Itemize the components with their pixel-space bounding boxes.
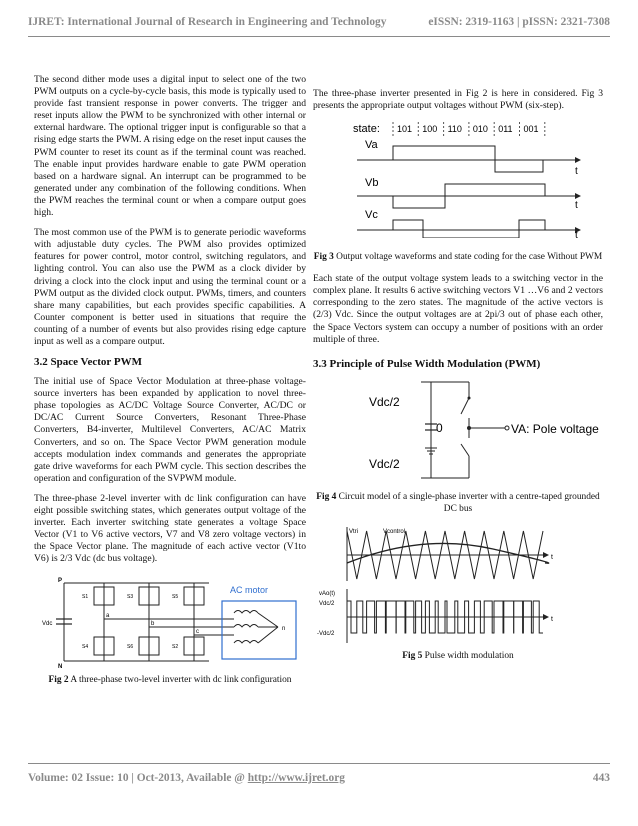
single-phase-inverter-diagram [313, 378, 603, 486]
figure-4-caption [313, 491, 603, 515]
va-t-label: t [575, 166, 578, 178]
section-heading-3-2: 3.2 Space Vector PWM [34, 356, 142, 369]
journal-link[interactable]: http://www.ijret.org [247, 772, 345, 784]
footer-volume-text: Volume: 02 Issue: 10 | Oct-2013, Available @ [28, 772, 248, 784]
left-paragraph-4: The three-phase 2-level inverter with dc link configuration can have eight possible switching states, which generates output voltage of the inverter. Each inverter switching state generates a voltage Space Vector (V1 to V6 active vectors, V7 and V8 zero voltage vectors) in the Space Vector plane. The magnitude of each active vector (V1to V6) is 2/3 Vdc (dc bus voltage). [34, 492, 306, 565]
node-b-label: b [151, 621, 155, 628]
node-c-label: c [196, 629, 199, 636]
state-code-3: 010 [472, 124, 488, 135]
node-n-label: N [58, 664, 63, 670]
issn: eISSN: 2319-1163 | pISSN: 2321-7308 [428, 16, 610, 28]
figure-5-caption [313, 650, 603, 662]
right-column [313, 88, 603, 672]
vdc-pos-label: Vdc/2 [319, 600, 335, 607]
left-paragraph-2: The most common use of the PWM is to generate periodic waveforms with adjustable duty cycles. The PWM also provides optimized features for power control, motor control, switching regulators, and lighting control. You can also use the PWM as a clock divider by driving a clock into the clock input and using the terminal count or a PWM output as the divided clock output. PWMs, timers, and counters share many capabilities, but each provides specific capabilities. A Counter component is better used in situations that require the counting of a number of events but also provides rising edge capture input as well as a compare output. [34, 227, 306, 347]
node-p-label: P [58, 578, 63, 585]
state-code-4: 011 [498, 124, 513, 135]
figure-2-inverter-circuit [34, 573, 306, 686]
figure-4-single-phase-circuit [313, 378, 603, 515]
figure-5-label: Fig 5 [402, 650, 423, 661]
state-label: state: [353, 123, 380, 136]
vdc-bottom-label: Vdc/2 [369, 456, 400, 471]
switch-s5-label: S5 [172, 594, 179, 601]
switch-s6-label: S6 [127, 644, 134, 651]
footer-volume [28, 772, 345, 784]
left-column [34, 74, 306, 696]
figure-3-caption-text: Output voltage waveforms and state coding for the case Without PWM [333, 252, 603, 263]
figure-3-label: Fig 3 [313, 252, 334, 263]
page-header [28, 16, 610, 28]
figure-2-caption-text: A three-phase two-level inverter with dc link configuration [68, 675, 292, 686]
page-footer [28, 772, 610, 784]
inverter-diagram [34, 573, 306, 669]
zero-node-label: 0 [436, 420, 443, 435]
vdc-top-label: Vdc/2 [369, 394, 400, 409]
vtri-label: Vtri [349, 528, 358, 535]
pwm-bottom-t-label: t [551, 615, 553, 623]
section-heading-3-3: 3.3 Principle of Pulse Width Modulation (PWM) [313, 357, 541, 370]
switch-s2-label: S2 [172, 644, 179, 651]
page-number: 443 [592, 772, 610, 784]
left-paragraph-1: The second dither mode uses a digital input to select one of the two PWM outputs on a cycle-by-cycle basis, this mode is typically used to provide fast transient response in power converts. The trigger and reset inputs allow the PWM to be synchronized with other internal or external hardware. The optional trigger input is configurable so that a rising edge starts the PWM. A rising edge on the reset input causes the PWM counter to reset its count as if the terminal count was reached. The enable input provides hardware enable to gate PWM operation based on a hardware signal. An interrupt can be programmed to be generated under any combination of the following conditions. When the PWM reaches the terminal count or when a compare output goes high. [34, 74, 306, 219]
journal-title: IJRET: International Journal of Research in Engineering and Technology [28, 16, 387, 28]
switch-s1-label: S1 [82, 594, 89, 601]
right-paragraph-2: Each state of the output voltage system leads to a switching vector in the complex plane. It results 6 active switching vectors V1 …V6 and 2 vectors corresponding to the zero states. The magnitude of the active vectors is (2/3) Vdc. Since the output voltages are at 2pi/3 out of phase each other, the Space Vectors system can occupy a number of positions with an order multiple of three. [313, 273, 603, 345]
figure-3-caption [313, 251, 603, 263]
node-a-label: a [106, 613, 110, 620]
vc-t-label: t [575, 230, 578, 239]
figure-4-label: Fig 4 [316, 491, 337, 502]
state-code-0: 101 [397, 124, 413, 135]
switch-s3-label: S3 [127, 594, 134, 601]
figure-4-caption-text: Circuit model of a single-phase inverter with a centre-taped grounded DC bus [336, 491, 600, 514]
vdc-neg-label: -Vdc/2 [317, 630, 335, 637]
vdc-label: Vdc [42, 621, 53, 628]
vcontrol-label: Vcontrol [383, 528, 406, 535]
right-paragraph-1: The three-phase inverter presented in Fig 2 is here in considered. Fig 3 presents the appropriate output voltages without PWM (six-step). [313, 88, 603, 112]
footer-rule [28, 763, 610, 764]
va-label: Va [365, 139, 378, 152]
left-paragraph-3: The initial use of Space Vector Modulation at three-phase voltage-source inverters has been expanded by application to novel three-phase topologies as AC/DC Voltage Source Converter, AC/DC or DC/AC Current Source Converters, Resonant Three-Phase Converters, B4-inverter, Multilevel Converters, AC/AC Matrix Converters, and so on. The Space Vector PWM generation module accepts modulation index commands and generates the appropriate gate drive waveforms for each PWM cycle. This section describes the operation and configuration of the SVPWM module. [34, 376, 306, 484]
state-code-1: 100 [422, 124, 438, 135]
pole-voltage-label: VA: Pole voltage [511, 421, 599, 436]
figure-2-caption [34, 674, 306, 686]
six-step-waveform-diagram [313, 120, 603, 238]
node-n-neutral-label: n [282, 626, 286, 633]
state-code-5: 001 [523, 124, 539, 135]
figure-5-pwm [313, 525, 603, 662]
vao-label: vAo(t) [319, 590, 336, 597]
figure-3-waveforms [313, 120, 603, 263]
vc-label: Vc [365, 209, 378, 222]
pwm-waveform-diagram [313, 525, 603, 645]
figure-2-label: Fig 2 [48, 675, 69, 686]
vb-t-label: t [575, 200, 578, 212]
header-rule [28, 36, 610, 37]
switch-s4-label: S4 [82, 644, 89, 651]
pwm-top-t-label: t [551, 553, 553, 561]
ac-motor-label: AC motor [230, 585, 269, 596]
figure-5-caption-text: Pulse width modulation [422, 650, 514, 661]
state-code-2: 110 [447, 124, 462, 135]
vb-label: Vb [365, 177, 379, 190]
